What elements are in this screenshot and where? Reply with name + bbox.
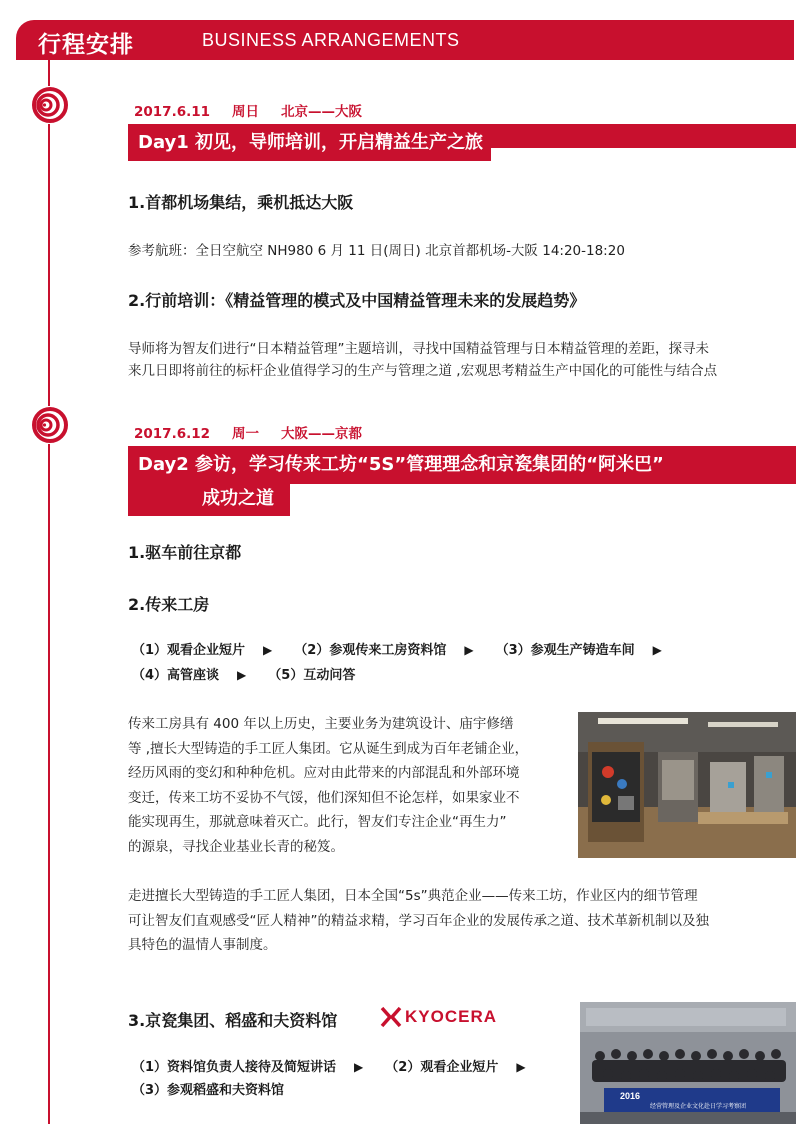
play-arrow-icon: ▶	[354, 1060, 364, 1074]
day2-title-line2: 成功之道	[202, 488, 274, 509]
day1-date-line	[134, 100, 384, 120]
para-line: 具特色的温情人事制度。	[128, 937, 277, 953]
day2-title-bar	[128, 446, 796, 484]
flow-step: （3）参观生产铸造车间	[495, 643, 635, 658]
day1-section1: 1.首都机场集结，乘机抵达大阪	[128, 193, 354, 212]
para-line: 走进擅长大型铸造的手工匠人集团，日本全国“5s”典范企业——传来工坊，作业区内的细节管理	[128, 888, 698, 904]
day2-title-bar-2	[128, 484, 290, 516]
day2-date-line	[134, 422, 384, 442]
day1-weekday: 周日	[232, 104, 260, 120]
day2-date: 2017.6.12	[134, 426, 211, 442]
para-line: 经历风雨的变幻和种种危机。应对由此带来的内部混乱和外部环境	[128, 765, 520, 781]
group-photo-banner: 经营管理及企业文化赴日学习考察团	[650, 1103, 747, 1110]
play-arrow-icon: ▶	[652, 643, 662, 657]
day1-date: 2017.6.11	[134, 104, 211, 120]
play-arrow-icon: ▶	[516, 1060, 526, 1074]
para-line: 传来工房具有 400 年以上历史，主要业务为建筑设计、庙宇修缮	[128, 716, 514, 732]
day1-route: 北京——大阪	[281, 104, 363, 120]
timeline-line	[48, 60, 50, 1124]
play-arrow-icon: ▶	[464, 643, 474, 657]
kyocera-logo	[380, 1006, 497, 1028]
flow-step: （4）高管座谈	[132, 668, 220, 683]
play-arrow-icon: ▶	[237, 668, 247, 682]
day2-flow-row3	[132, 1055, 548, 1080]
para-line: 的源泉，寻找企业基业长青的秘笈。	[128, 838, 344, 855]
flow-step: （3）参观稻盛和夫资料馆	[132, 1083, 285, 1098]
day1-desc	[128, 338, 804, 382]
group-photo-year: 2016	[620, 1091, 641, 1101]
day2-para1	[128, 712, 572, 859]
play-arrow-icon: ▶	[263, 643, 273, 657]
group-photo	[580, 1002, 796, 1124]
day2-section2: 2.传来工房	[128, 595, 210, 614]
spiral-bullet-icon	[31, 406, 69, 444]
day1-title-wrap	[128, 124, 548, 156]
day1-section2: 2.行前培训：《精益管理的模式及中国精益管理未来的发展趋势》	[128, 291, 586, 310]
day1-desc-line: 导师将为智友们进行“日本精益管理”主题培训，寻找中国精益管理与日本精益管理的差距，探寻未	[128, 341, 709, 357]
header-bar	[16, 20, 794, 60]
day2-title-line1: Day2 参访，学习传来工坊“5S”管理理念和京瓷集团的“阿米巴”	[138, 454, 664, 475]
day1-title: Day1 初见，导师培训，开启精益生产之旅	[128, 124, 491, 161]
flow-step: （1）资料馆负责人接待及简短讲话	[132, 1060, 337, 1075]
kyocera-logo-text: KYOCERA	[405, 1007, 498, 1026]
day1-flight: 参考航班：全日空航空 NH980 6 月 11 日(周日) 北京首都机场-大阪 14:20-18:20	[128, 243, 625, 259]
workshop-photo	[578, 712, 796, 858]
header-title-en: BUSINESS ARRANGEMENTS	[202, 30, 460, 50]
day1-desc-line: 来几日即将前往的标杆企业值得学习的生产与管理之道 ,宏观思考精益生产中国化的可能性与结合点	[128, 363, 718, 379]
day2-route: 大阪——京都	[281, 426, 363, 442]
flow-step: （5）互动问答	[268, 668, 356, 683]
day2-flow-row2	[132, 663, 355, 688]
para-line: 等 ,擅长大型铸造的手工匠人集团。它从诞生到成为百年老铺企业，	[128, 740, 529, 757]
para-line: 变迁，传来工坊不妥协不气馁，他们深知但不论怎样，如果家业不	[128, 789, 520, 806]
spiral-bullet-icon	[31, 86, 69, 124]
para-line: 能实现再生，那就意味着灭亡。此行，智友们专注企业“再生力”	[128, 814, 507, 830]
flow-step: （2）参观传来工房资料馆	[294, 643, 447, 658]
kyocera-logo-icon	[380, 1006, 402, 1028]
day2-para2	[128, 884, 804, 958]
day2-section1: 1.驱车前往京都	[128, 543, 242, 562]
flow-step: （1）观看企业短片	[132, 643, 246, 658]
para-line: 可让智友们直观感受“匠人精神”的精益求精，学习百年企业的发展传承之道、技术革新机制以及独	[128, 912, 709, 929]
flow-step: （2）观看企业短片	[385, 1060, 499, 1075]
day2-flow-row4	[132, 1079, 284, 1103]
day2-section3: 3.京瓷集团、稻盛和夫资料馆	[128, 1011, 338, 1030]
day2-weekday: 周一	[232, 426, 260, 442]
day2-flow-row1	[132, 638, 684, 663]
header-title-cn: 行程安排	[38, 32, 134, 58]
